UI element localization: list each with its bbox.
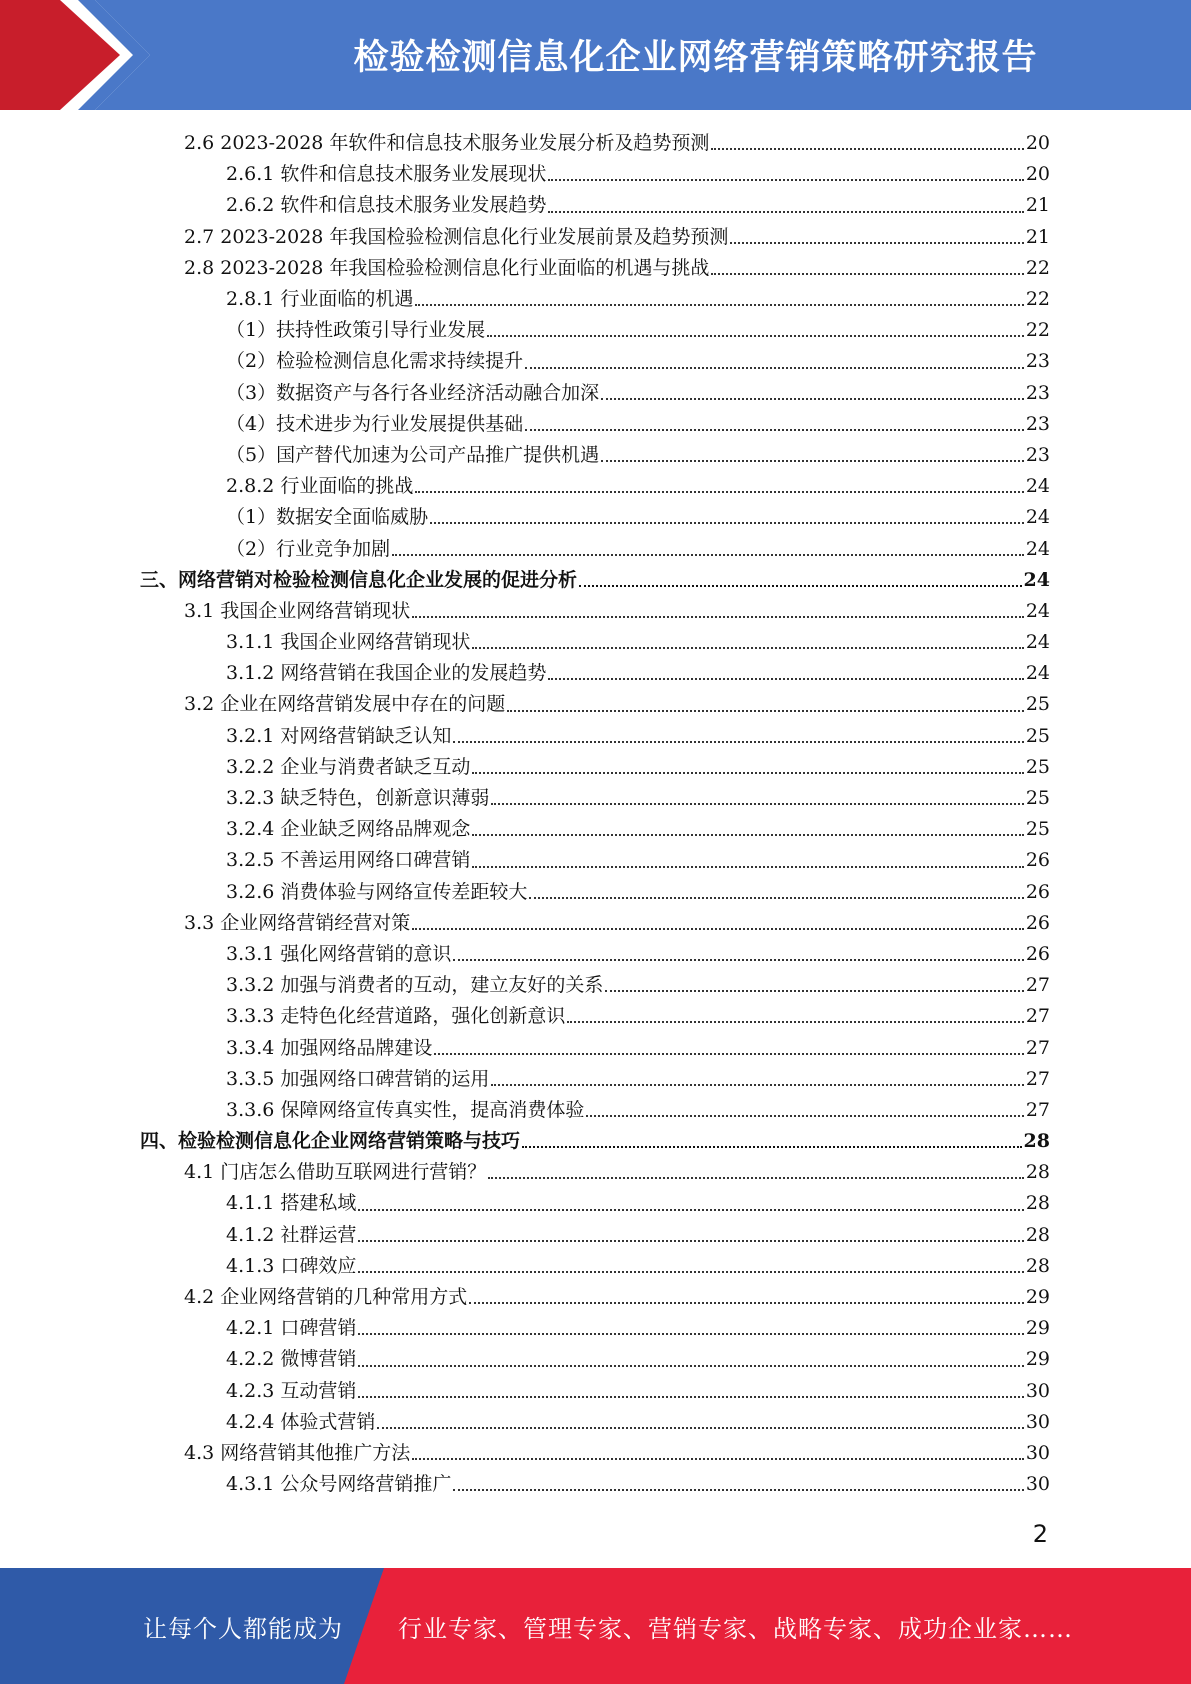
toc-dot-leader bbox=[507, 710, 1024, 712]
toc-entry-label: 4.1.3 口碑效应 bbox=[226, 1254, 357, 1277]
toc-dot-leader bbox=[472, 834, 1023, 836]
toc-dot-leader bbox=[487, 335, 1024, 337]
toc-entry[interactable] bbox=[140, 1376, 1050, 1407]
toc-dot-leader bbox=[430, 522, 1024, 524]
toc-entry[interactable] bbox=[140, 440, 1050, 471]
toc-dot-leader bbox=[415, 491, 1023, 493]
toc-dot-leader bbox=[529, 897, 1023, 899]
toc-entry[interactable] bbox=[140, 284, 1050, 315]
toc-dot-leader bbox=[434, 1053, 1023, 1055]
toc-entry[interactable] bbox=[140, 159, 1050, 190]
toc-entry[interactable] bbox=[140, 222, 1050, 253]
toc-entry[interactable] bbox=[140, 471, 1050, 502]
toc-entry-label: 3.2.6 消费体验与网络宣传差距较大 bbox=[226, 880, 528, 903]
toc-entry-label: 3.1.2 网络营销在我国企业的发展趋势 bbox=[226, 662, 547, 685]
toc-entry-page: 20 bbox=[1025, 163, 1050, 186]
toc-dot-leader bbox=[415, 304, 1023, 306]
toc-dot-leader bbox=[453, 959, 1023, 961]
toc-entry-page: 22 bbox=[1025, 288, 1050, 311]
toc-entry-page: 21 bbox=[1025, 194, 1050, 217]
toc-entry-label: 3.3.3 走特色化经营道路，强化创新意识 bbox=[226, 1005, 566, 1028]
toc-entry-label: 三、网络营销对检验检测信息化企业发展的促进分析 bbox=[140, 568, 578, 591]
toc-dot-leader bbox=[730, 242, 1023, 244]
toc-entry-page: 22 bbox=[1025, 256, 1050, 279]
toc-entry-page: 27 bbox=[1025, 1067, 1050, 1090]
toc-dot-leader bbox=[358, 1365, 1023, 1367]
toc-entry[interactable] bbox=[140, 1251, 1050, 1282]
toc-entry-label: （2）行业竞争加剧 bbox=[226, 537, 391, 560]
toc-entry[interactable] bbox=[140, 1032, 1050, 1063]
toc-entry[interactable] bbox=[140, 752, 1050, 783]
toc-dot-leader bbox=[472, 647, 1023, 649]
toc-entry-page: 25 bbox=[1025, 724, 1050, 747]
toc-entry[interactable] bbox=[140, 1126, 1050, 1157]
toc-entry[interactable] bbox=[140, 1064, 1050, 1095]
toc-dot-leader bbox=[412, 1458, 1024, 1460]
toc-entry-label: （1）扶持性政策引导行业发展 bbox=[226, 319, 486, 342]
toc-entry[interactable] bbox=[140, 1001, 1050, 1032]
footer-slogan-left: 让每个人都能成为 bbox=[143, 1614, 343, 1643]
toc-dot-leader bbox=[601, 398, 1024, 400]
toc-entry-page: 29 bbox=[1025, 1348, 1050, 1371]
toc-entry-label: （5）国产替代加速为公司产品推广提供机遇 bbox=[226, 443, 600, 466]
toc-entry[interactable] bbox=[140, 1313, 1050, 1344]
toc-entry-page: 28 bbox=[1025, 1161, 1050, 1184]
toc-entry-page: 25 bbox=[1025, 755, 1050, 778]
toc-dot-leader bbox=[358, 1396, 1023, 1398]
toc-entry[interactable] bbox=[140, 721, 1050, 752]
toc-entry-label: 3.2.3 缺乏特色，创新意识薄弱 bbox=[226, 787, 490, 810]
toc-entry-label: 4.3.1 公众号网络营销推广 bbox=[226, 1473, 452, 1496]
toc-entry-page: 24 bbox=[1025, 631, 1050, 654]
toc-entry-page: 23 bbox=[1025, 350, 1050, 373]
toc-dot-leader bbox=[586, 1115, 1023, 1117]
toc-entry[interactable] bbox=[140, 939, 1050, 970]
toc-entry-label: 3.2.1 对网络营销缺乏认知 bbox=[226, 724, 452, 747]
toc-entry-label: 4.2.2 微博营销 bbox=[226, 1348, 357, 1371]
toc-entry-page: 26 bbox=[1025, 849, 1050, 872]
toc-entry-label: 4.2 企业网络营销的几种常用方式 bbox=[184, 1286, 468, 1309]
toc-entry-page: 28 bbox=[1025, 1192, 1050, 1215]
toc-entry-label: 2.8.1 行业面临的机遇 bbox=[226, 288, 414, 311]
toc-dot-leader bbox=[601, 460, 1024, 462]
toc-entry[interactable] bbox=[140, 190, 1050, 221]
toc-entry-page: 24 bbox=[1025, 537, 1050, 560]
toc-entry-page: 30 bbox=[1025, 1441, 1050, 1464]
toc-entry-page: 27 bbox=[1025, 1098, 1050, 1121]
toc-entry-page: 24 bbox=[1023, 568, 1050, 591]
toc-dot-leader bbox=[711, 148, 1023, 150]
toc-dot-leader bbox=[579, 585, 1022, 587]
toc-entry-label: 3.3.4 加强网络品牌建设 bbox=[226, 1036, 433, 1059]
toc-entry[interactable] bbox=[140, 502, 1050, 533]
toc-entry[interactable] bbox=[140, 346, 1050, 377]
toc-entry[interactable] bbox=[140, 565, 1050, 596]
toc-entry[interactable] bbox=[140, 1282, 1050, 1313]
toc-dot-leader bbox=[525, 429, 1024, 431]
toc-dot-leader bbox=[392, 554, 1024, 556]
toc-entry-page: 23 bbox=[1025, 412, 1050, 435]
toc-entry-label: 3.2.2 企业与消费者缺乏互动 bbox=[226, 755, 471, 778]
toc-entry-label: （3）数据资产与各行各业经济活动融合加深 bbox=[226, 381, 600, 404]
toc-entry-page: 28 bbox=[1023, 1130, 1050, 1153]
toc-entry-label: 4.1.2 社群运营 bbox=[226, 1223, 357, 1246]
footer-slogan-right: 行业专家、管理专家、营销专家、战略专家、成功企业家…… bbox=[398, 1614, 1073, 1643]
toc-entry-label: 3.3.2 加强与消费者的互动，建立友好的关系 bbox=[226, 974, 604, 997]
toc-dot-leader bbox=[472, 866, 1023, 868]
toc-entry[interactable] bbox=[140, 783, 1050, 814]
toc-entry-label: 2.7 2023-2028 年我国检验检测信息化行业发展前景及趋势预测 bbox=[184, 225, 729, 248]
toc-entry[interactable] bbox=[140, 1157, 1050, 1188]
toc-entry[interactable] bbox=[140, 689, 1050, 720]
toc-dot-leader bbox=[377, 1427, 1023, 1429]
toc-dot-leader bbox=[548, 211, 1023, 213]
toc-entry-page: 30 bbox=[1025, 1410, 1050, 1433]
toc-entry[interactable] bbox=[140, 1407, 1050, 1438]
toc-entry[interactable] bbox=[140, 253, 1050, 284]
toc-dot-leader bbox=[358, 1333, 1023, 1335]
toc-entry-label: 4.1 门店怎么借助互联网进行营销？ bbox=[184, 1161, 487, 1184]
toc-entry-page: 29 bbox=[1025, 1317, 1050, 1340]
toc-entry-label: 3.3.6 保障网络宣传真实性，提高消费体验 bbox=[226, 1098, 585, 1121]
toc-entry[interactable] bbox=[140, 378, 1050, 409]
toc-dot-leader bbox=[567, 1021, 1023, 1023]
toc-entry-label: 4.3 网络营销其他推广方法 bbox=[184, 1441, 411, 1464]
toc-dot-leader bbox=[412, 616, 1024, 618]
toc-entry[interactable] bbox=[140, 970, 1050, 1001]
toc-entry-label: （1）数据安全面临威胁 bbox=[226, 506, 429, 529]
toc-entry[interactable] bbox=[140, 627, 1050, 658]
toc-entry-page: 27 bbox=[1025, 1005, 1050, 1028]
toc-entry-page: 28 bbox=[1025, 1254, 1050, 1277]
report-title: 检验检测信息化企业网络营销策略研究报告 bbox=[353, 38, 1038, 78]
toc-entry-label: 3.1 我国企业网络营销现状 bbox=[184, 599, 411, 622]
toc-entry[interactable] bbox=[140, 814, 1050, 845]
toc-entry[interactable] bbox=[140, 128, 1050, 159]
toc-entry[interactable] bbox=[140, 1095, 1050, 1126]
toc-entry-page: 22 bbox=[1025, 319, 1050, 342]
toc-entry[interactable] bbox=[140, 1220, 1050, 1251]
toc-entry[interactable] bbox=[140, 409, 1050, 440]
toc-entry-page: 30 bbox=[1025, 1379, 1050, 1402]
toc-entry-label: 4.2.1 口碑营销 bbox=[226, 1317, 357, 1340]
toc-entry-label: 4.2.4 体验式营销 bbox=[226, 1410, 376, 1433]
toc-entry-page: 26 bbox=[1025, 942, 1050, 965]
toc-entry-label: 3.3.1 强化网络营销的意识 bbox=[226, 942, 452, 965]
toc-dot-leader bbox=[469, 1302, 1024, 1304]
toc-entry-page: 23 bbox=[1025, 443, 1050, 466]
toc-entry-label: 4.1.1 搭建私域 bbox=[226, 1192, 357, 1215]
toc-entry[interactable] bbox=[140, 1438, 1050, 1469]
toc-entry-label: （4）技术进步为行业发展提供基础 bbox=[226, 412, 524, 435]
toc-entry-page: 26 bbox=[1025, 911, 1050, 934]
toc-dot-leader bbox=[491, 1084, 1023, 1086]
toc-entry-label: 4.2.3 互动营销 bbox=[226, 1379, 357, 1402]
toc-entry-page: 25 bbox=[1025, 818, 1050, 841]
toc-entry-page: 21 bbox=[1025, 225, 1050, 248]
toc-entry[interactable] bbox=[140, 658, 1050, 689]
toc-entry[interactable] bbox=[140, 1469, 1050, 1500]
toc-entry-page: 24 bbox=[1025, 662, 1050, 685]
page-number: 2 bbox=[1032, 1520, 1048, 1548]
table-of-contents bbox=[140, 128, 1050, 1500]
toc-dot-leader bbox=[472, 772, 1023, 774]
toc-entry-page: 27 bbox=[1025, 974, 1050, 997]
toc-entry-page: 28 bbox=[1025, 1223, 1050, 1246]
toc-entry[interactable] bbox=[140, 596, 1050, 627]
toc-dot-leader bbox=[412, 928, 1024, 930]
toc-entry-page: 27 bbox=[1025, 1036, 1050, 1059]
toc-entry[interactable] bbox=[140, 877, 1050, 908]
toc-entry-label: 2.8.2 行业面临的挑战 bbox=[226, 475, 414, 498]
toc-entry-label: 3.2 企业在网络营销发展中存在的问题 bbox=[184, 693, 506, 716]
toc-dot-leader bbox=[548, 678, 1023, 680]
toc-dot-leader bbox=[525, 367, 1024, 369]
toc-entry-label: 2.6 2023-2028 年软件和信息技术服务业发展分析及趋势预测 bbox=[184, 132, 710, 155]
toc-entry-label: 3.1.1 我国企业网络营销现状 bbox=[226, 631, 471, 654]
toc-entry-page: 24 bbox=[1025, 475, 1050, 498]
toc-entry-label: 3.2.5 不善运用网络口碑营销 bbox=[226, 849, 471, 872]
page-footer bbox=[0, 1568, 1191, 1684]
toc-dot-leader bbox=[522, 1146, 1022, 1148]
toc-dot-leader bbox=[711, 273, 1023, 275]
toc-dot-leader bbox=[358, 1209, 1023, 1211]
toc-entry-label: （2）检验检测信息化需求持续提升 bbox=[226, 350, 524, 373]
toc-entry-page: 24 bbox=[1025, 599, 1050, 622]
toc-dot-leader bbox=[453, 1489, 1023, 1491]
toc-entry-label: 2.6.1 软件和信息技术服务业发展现状 bbox=[226, 163, 547, 186]
toc-entry[interactable] bbox=[140, 1188, 1050, 1219]
toc-dot-leader bbox=[491, 803, 1023, 805]
toc-entry-page: 20 bbox=[1025, 132, 1050, 155]
toc-entry-label: 四、检验检测信息化企业网络营销策略与技巧 bbox=[140, 1130, 521, 1153]
toc-dot-leader bbox=[358, 1271, 1023, 1273]
toc-dot-leader bbox=[453, 741, 1023, 743]
toc-entry[interactable] bbox=[140, 315, 1050, 346]
toc-entry-label: 3.2.4 企业缺乏网络品牌观念 bbox=[226, 818, 471, 841]
toc-entry[interactable] bbox=[140, 845, 1050, 876]
toc-entry-page: 25 bbox=[1025, 693, 1050, 716]
toc-entry-label: 3.3 企业网络营销经营对策 bbox=[184, 911, 411, 934]
toc-entry[interactable] bbox=[140, 1344, 1050, 1375]
header-arrow-decoration bbox=[0, 0, 160, 110]
toc-entry-label: 3.3.5 加强网络口碑营销的运用 bbox=[226, 1067, 490, 1090]
toc-entry-page: 26 bbox=[1025, 880, 1050, 903]
toc-entry-page: 29 bbox=[1025, 1286, 1050, 1309]
toc-entry[interactable] bbox=[140, 908, 1050, 939]
toc-entry[interactable] bbox=[140, 533, 1050, 564]
toc-entry-page: 25 bbox=[1025, 787, 1050, 810]
page-header bbox=[0, 0, 1191, 110]
toc-entry-page: 30 bbox=[1025, 1473, 1050, 1496]
toc-entry-page: 24 bbox=[1025, 506, 1050, 529]
toc-dot-leader bbox=[358, 1240, 1023, 1242]
toc-dot-leader bbox=[605, 990, 1023, 992]
toc-dot-leader bbox=[488, 1177, 1024, 1179]
toc-entry-label: 2.8 2023-2028 年我国检验检测信息化行业面临的机遇与挑战 bbox=[184, 256, 710, 279]
toc-entry-label: 2.6.2 软件和信息技术服务业发展趋势 bbox=[226, 194, 547, 217]
toc-dot-leader bbox=[548, 179, 1023, 181]
toc-entry-page: 23 bbox=[1025, 381, 1050, 404]
